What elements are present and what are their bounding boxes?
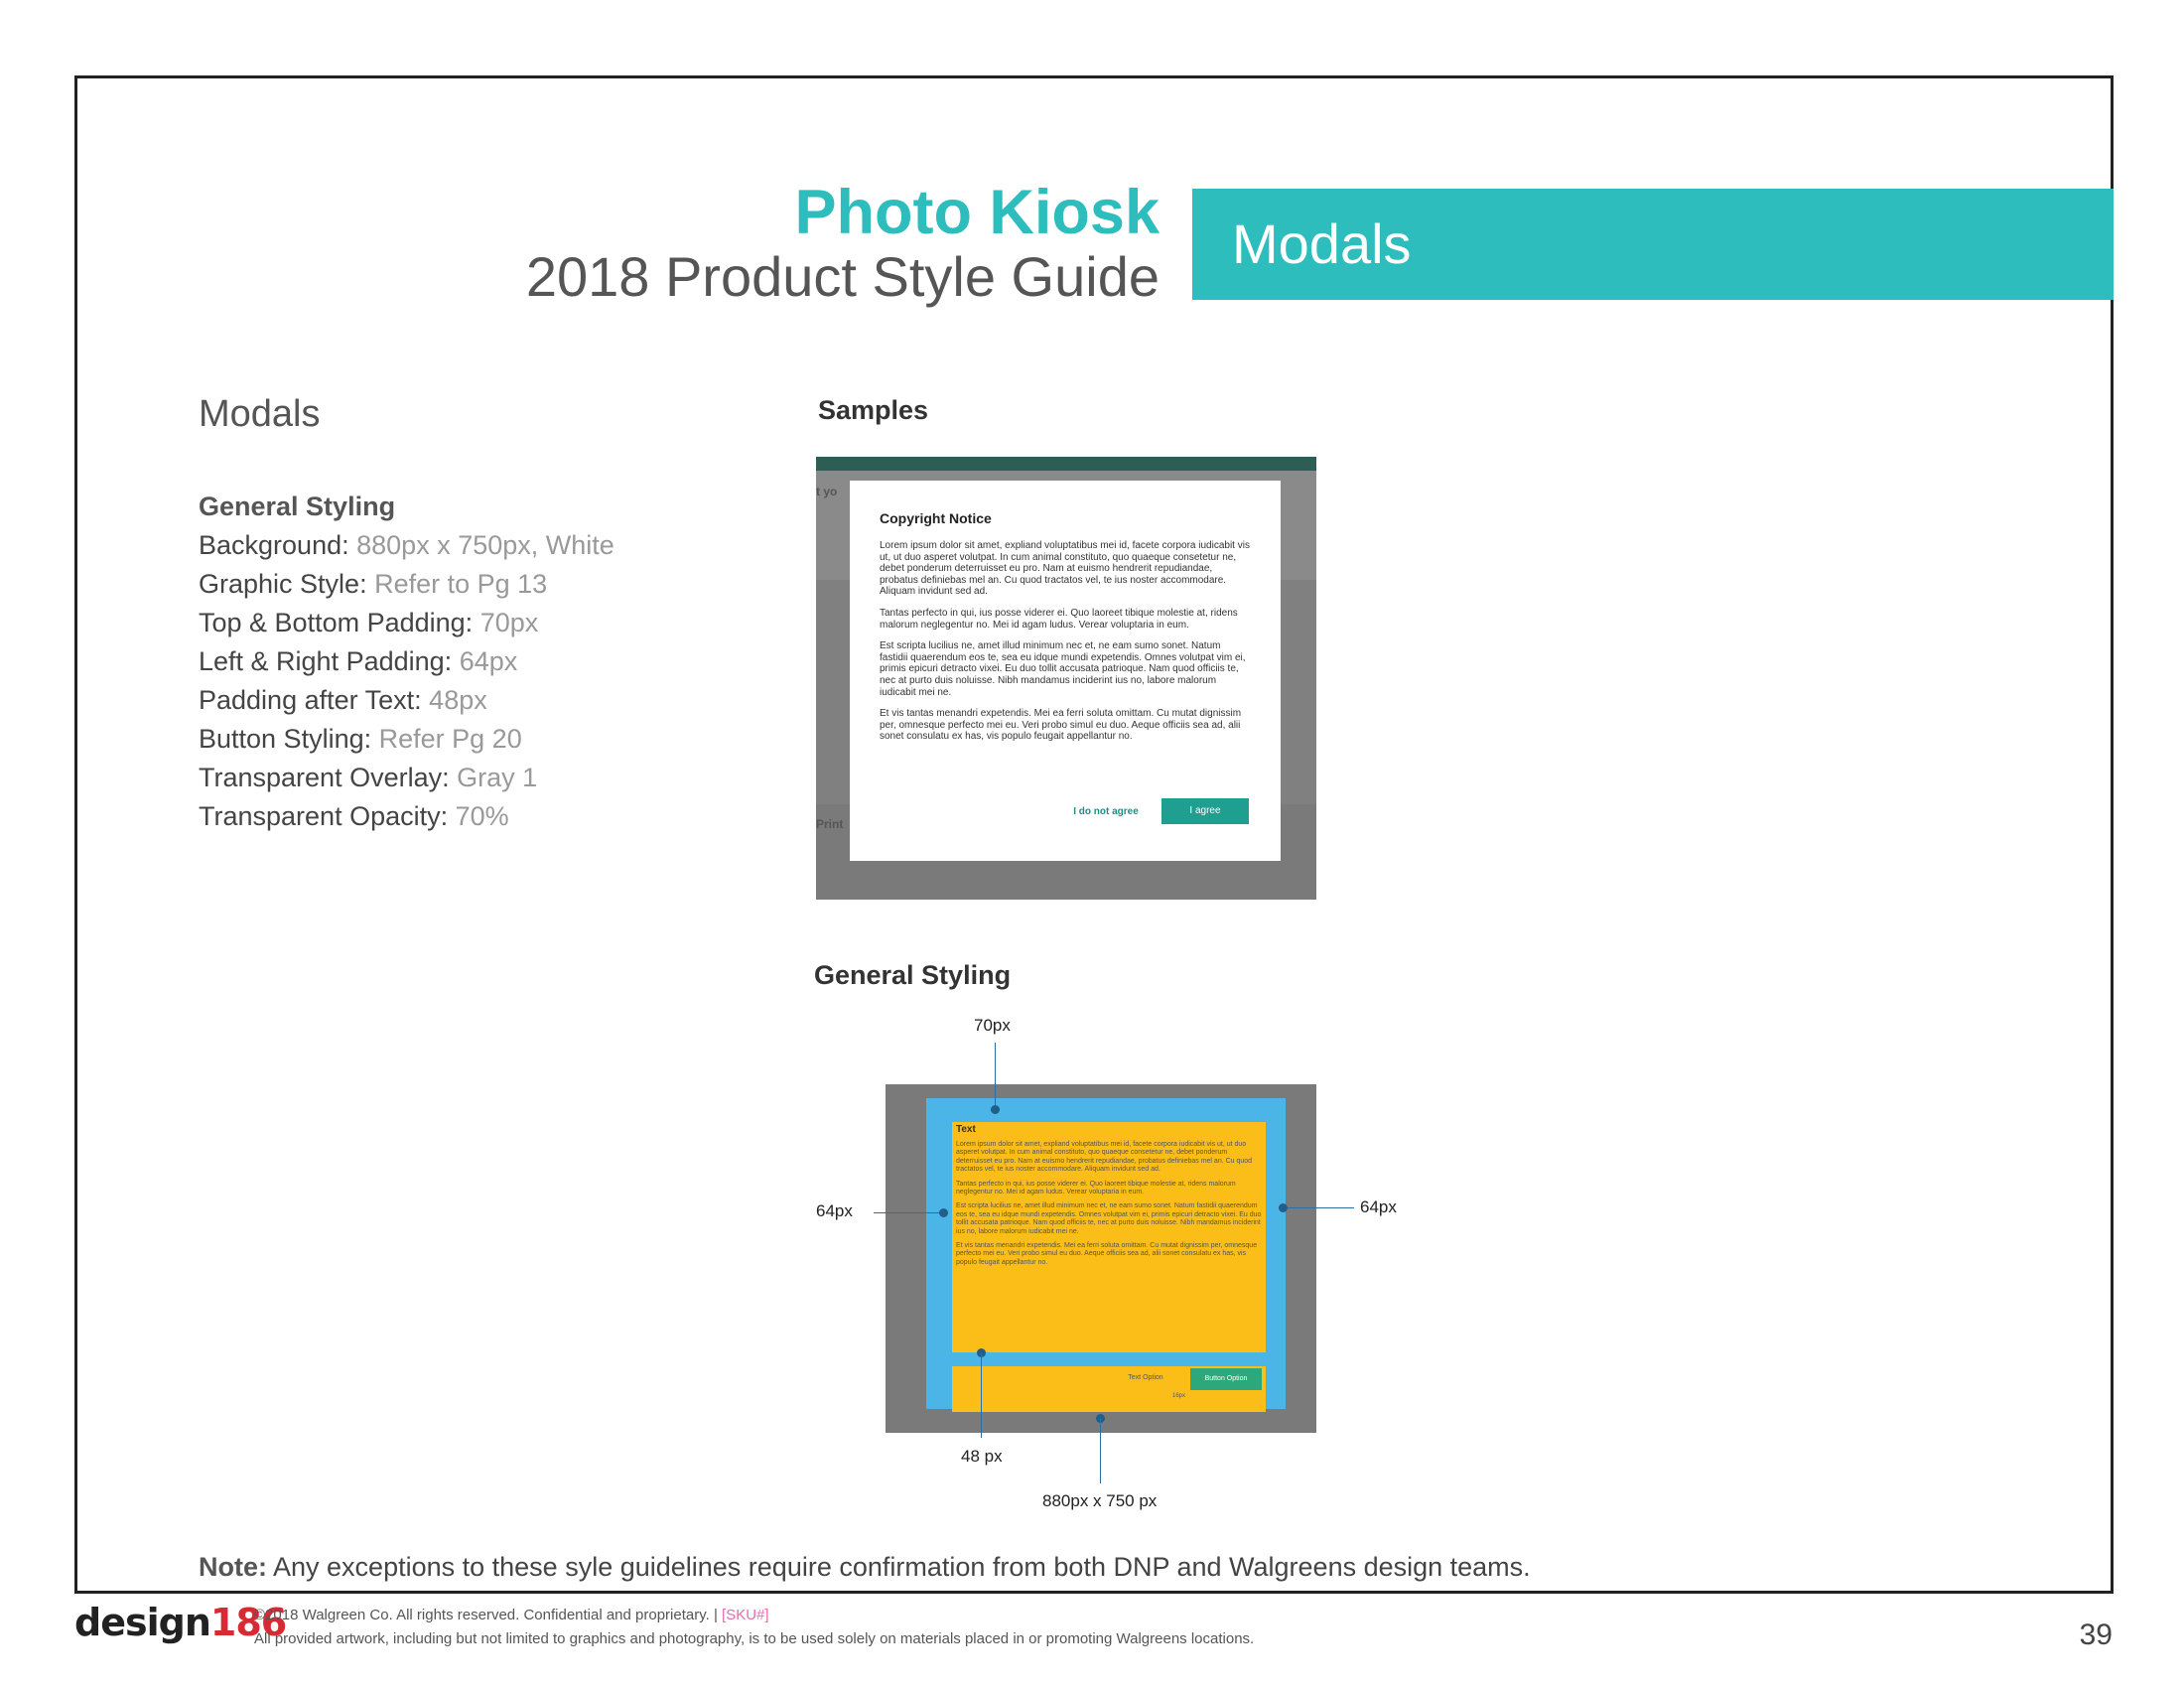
right-padding-annotation: 64px — [1360, 1197, 1397, 1216]
logo-word: design — [74, 1601, 210, 1644]
spec-list — [199, 526, 614, 836]
note-text: Any exceptions to these syle guidelines require confirmation from both DNP and Walgreens design teams. — [267, 1552, 1531, 1582]
left-padding-annotation: 64px — [816, 1201, 853, 1220]
text-option-label: Text Option — [1128, 1374, 1163, 1381]
sample-modal-screenshot — [816, 457, 1316, 900]
button-option: Button Option — [1190, 1368, 1262, 1390]
spec-graphic-style — [199, 565, 614, 604]
button-area — [952, 1366, 1266, 1412]
note-label: Note: — [199, 1552, 267, 1582]
section-heading: Modals — [199, 393, 321, 435]
general-styling-label: General Styling — [814, 960, 1012, 990]
left-padding-leader — [874, 1212, 943, 1213]
spec-top-bottom-padding — [199, 604, 614, 642]
spec-label: Top & Bottom Padding: — [199, 608, 474, 637]
text-area-paragraph: Lorem ipsum dolor sit amet, expliand voluptatibus mei id, facete corpora iudicabit vis ut, ut duo asperet volutpat. In cum animal constituto, quo quaeque consetetur ne, debet ponderum deterruisset eu pro. Nam at euismo hendrerit repudiandae, probatus definiebas mel an. Cu quod tractatos vel, te ius noster accommodare. Aliquam invidunt sed ad. — [956, 1141, 1253, 1174]
spec-value: 48px — [429, 685, 487, 715]
spec-label: Transparent Overlay: — [199, 763, 450, 792]
top-padding-leader — [995, 1043, 996, 1110]
modal-buttons — [1064, 798, 1249, 824]
spec-left-right-padding — [199, 642, 614, 681]
spec-value: 64px — [459, 646, 518, 676]
spec-label: Background: — [199, 530, 349, 560]
spec-value: 70% — [455, 801, 509, 831]
spec-label: Left & Right Padding: — [199, 646, 453, 676]
sample-side-text: t yo — [816, 485, 838, 498]
logo-number: 186 — [209, 1601, 287, 1644]
spec-label: Transparent Opacity: — [199, 801, 449, 831]
modal-paragraph: Tantas perfecto in qui, ius posse viderer ei. Quo laoreet tibique molestie at, ridens malorum neglegentur no. Mei id agam ludus. Verear voluptaria in eum. — [880, 607, 1238, 631]
footer-copyright — [254, 1607, 769, 1623]
page-title: Photo Kiosk — [794, 178, 1160, 247]
spec-label: Button Styling: — [199, 724, 372, 754]
size-leader — [1100, 1418, 1101, 1483]
spec-value: Gray 1 — [457, 763, 538, 792]
after-text-padding-annotation: 48 px — [961, 1447, 1003, 1466]
copyright-modal — [850, 481, 1281, 861]
decline-button[interactable]: I do not agree — [1073, 805, 1139, 817]
spec-value: Refer Pg 20 — [378, 724, 522, 754]
spec-value: 880px x 750px, White — [356, 530, 614, 560]
page-number: 39 — [2079, 1618, 2113, 1651]
right-padding-leader — [1285, 1207, 1354, 1208]
spec-transparent-opacity — [199, 797, 614, 836]
spec-label: Graphic Style: — [199, 569, 367, 599]
agree-button[interactable]: I agree — [1161, 798, 1249, 824]
left-padding-marker — [939, 1208, 948, 1217]
samples-label: Samples — [818, 395, 929, 425]
modal-paragraph: Et vis tantas menandri expetendis. Mei ea ferri soluta omittam. Cu mutat dignissim per, omnesque perfecto mei eu. Veri probo simul eu duo. Aeque officiis sea ad, alii sonet consulatu ex has, vis populo feugait appellantur no. — [880, 708, 1242, 743]
spec-background — [199, 526, 614, 565]
section-banner: Modals — [1192, 189, 2114, 300]
text-area — [952, 1122, 1266, 1352]
text-area-paragraph: Est scripta lucilius ne, amet illud minimum nec et, ne eam sumo sonet. Natum fastidii quaerendum eos te, sea eu idque mundi expetendis. Omnes volutpat vim ei, primis epicuri detracto vixei. Eu duo tollit accusata patrioque. Nam quod officiis te, nec at purto duis noluisse. Nibh mandamus inciderint ius no, labore malorum iudicabit mei ne. — [956, 1202, 1262, 1235]
modal-paragraph: Est scripta lucilius ne, amet illud minimum nec et, ne eam sumo sonet. Natum fastidii quaerendum eos te, sea eu idque mundi expetendis. Omnes volutpat vim ei, primis epicuri detracto vixei. Eu duo tollit accusata patrioque. Nam quod officiis te, nec at purto duis noluisse. Nibh mandamus inciderint ius no, labore malorum iudicabit mei ne. — [880, 640, 1246, 698]
footer-disclaimer: All provided artwork, including but not limited to graphics and photography, is to be used solely on materials placed in or promoting Walgreens locations. — [254, 1630, 1255, 1647]
sku-placeholder: [SKU#] — [717, 1607, 769, 1623]
text-area-paragraph: Et vis tantas menandri expetendis. Mei ea ferri soluta omittam. Cu mutat dignissim per, omnesque perfecto mei eu. Veri probo simul eu duo. Aeque officiis sea ad, alii sonet consulatu ex has, vis populo feugait appellantur no. — [956, 1242, 1258, 1266]
modal-spec-diagram — [886, 1084, 1316, 1433]
spec-transparent-overlay — [199, 759, 614, 797]
text-area-paragraph: Tantas perfecto in qui, ius posse viderer ei. Quo laoreet tibique molestie at, ridens malorum neglegentur no. Mei id agam ludus. Verear voluptaria in eum. — [956, 1180, 1236, 1196]
spec-button-styling — [199, 720, 614, 759]
after-text-padding-leader — [981, 1352, 982, 1438]
right-padding-marker — [1279, 1203, 1288, 1212]
sample-top-bar — [816, 457, 1316, 471]
spec-value: 70px — [479, 608, 539, 637]
page-subtitle: 2018 Product Style Guide — [525, 245, 1160, 308]
modal-title: Copyright Notice — [880, 510, 992, 526]
spec-value: Refer to Pg 13 — [374, 569, 548, 599]
general-styling-title: General Styling — [199, 492, 396, 521]
button-gap-label: 16px — [1172, 1393, 1186, 1399]
top-padding-annotation: 70px — [974, 1016, 1011, 1035]
spec-label: Padding after Text: — [199, 685, 422, 715]
size-annotation: 880px x 750 px — [1042, 1491, 1158, 1510]
copyright-text: ©2018 Walgreen Co. All rights reserved. Confidential and proprietary. | — [254, 1607, 718, 1623]
note — [199, 1552, 1531, 1583]
sample-side-text: Print — [816, 817, 844, 831]
text-area-title: Text — [956, 1124, 976, 1135]
top-padding-marker — [991, 1105, 1000, 1114]
spec-padding-after-text — [199, 681, 614, 720]
modal-paragraph: Lorem ipsum dolor sit amet, expliand voluptatibus mei id, facete corpora iudicabit vis ut, ut duo asperet volutpat. In cum animal constituto, quo quaeque consetetur ne, debet ponderum deterruisset eu pro. Nam at euismo hendrerit repudiandae, probatus definiebas mel an. Cu quod tractatos vel, te ius noster accommodare. Aliquam invidunt sed ad. — [880, 540, 1250, 598]
